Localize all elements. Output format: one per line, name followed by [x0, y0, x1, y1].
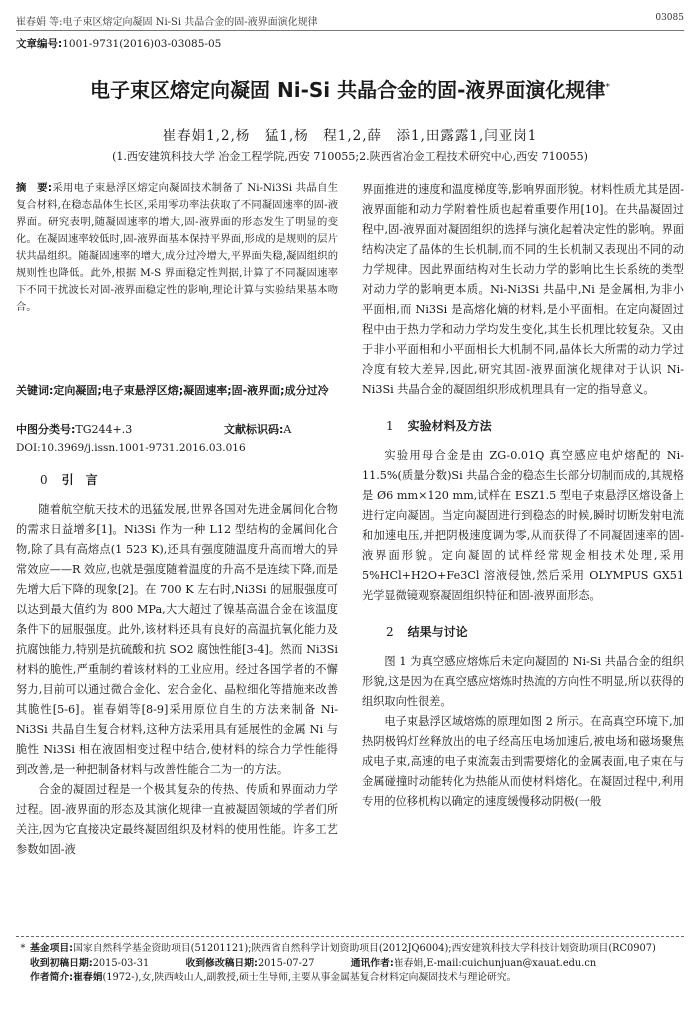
section-title: 引 言: [61, 473, 98, 487]
section-number: 2: [386, 625, 394, 639]
revised-label: 收到修改稿日期:: [185, 957, 258, 969]
revised-date: 2015-07-27: [257, 957, 315, 969]
keywords-text: 定向凝固;电子束悬浮区熔;凝固速率;固-液界面;成分过冷: [53, 384, 329, 397]
received-date: 2015-03-31: [92, 957, 150, 969]
doi: DOI:10.3969/j.issn.1001-9731.2016.03.016: [16, 442, 246, 454]
section-number: 0: [40, 473, 48, 487]
title-text: 电子束区熔定向凝固 Ni-Si 共晶合金的固-液界面演化规律: [90, 78, 606, 102]
section2-paragraph-1: 图 1 为真空感应熔炼后未定向凝固的 Ni-Si 共晶合金的组织形貌,这是因为在真空感应熔炼时热流的方向性不明显,所以获得的组织取向性很差。: [362, 655, 684, 708]
page-number: 03085: [655, 13, 684, 23]
right-paragraph-1: 界面推进的速度和温度梯度等,影响界面形貌。材料性质尤其是固-液界面能和动力学附着性质也起着重要作用[10]。在共晶凝固过程中,固-液界面对凝固组织的选择与演化起着决定性的影响。界面结构决定了晶体的生长机制,而不同的生长机制又表现出不同的动力学规律。因此界面结构对生长动力学的影响比生长系统的类型对动力学的影响更本质。Ni-Ni3Si 共晶中,Ni 是金属相,为非小平面相,而 Ni3Si 是高熔化熵的材料,是小平面相。在定向凝固过程中由于热力学和动力学均发生变化,其生长机理比较复杂。又由于非小平面相和小平面相长大机制不同,晶体长大所需的动力学过冷度有较大差异,因此,研究其固-液界面演化规律对于认识 Ni-Ni3Si 共晶合金的凝固组织形成机理具有一定的指导意义。: [362, 183, 684, 396]
section-heading-2: [362, 622, 684, 642]
clc-label: 中图分类号:: [16, 423, 76, 436]
section2-paragraph-2: 电子束悬浮区域熔炼的原理如图 2 所示。在高真空环境下,加热阴极钨灯丝释放出的电子经高压电场加速后,被电场和磁场聚焦成电子束,高速的电子束流轰击到需要熔化的金属表面,电子束在与金属碰撞时动能转化为热能从而使材料熔化。在凝固过程中,利用专用的位移机构以确定的速度缓慢移动阴极(一般: [362, 715, 684, 808]
abstract: [16, 180, 338, 316]
corresponding-label: 通讯作者:: [350, 957, 394, 969]
section-title: 实验材料及方法: [407, 419, 492, 433]
running-head-text: 崔春娟 等:电子束区熔定向凝固 Ni-Si 共晶合金的固-液界面演化规律: [16, 17, 318, 28]
bio-line: [16, 971, 684, 986]
article-number-value: 1001-9731(2016)03-03085-05: [62, 38, 222, 50]
doc-code-label: 文献标识码:: [224, 423, 284, 436]
footnote-star: *: [20, 943, 26, 954]
title-footnote-mark: *: [605, 82, 610, 93]
doc-code-value: A: [283, 423, 292, 436]
left-column: [16, 470, 338, 860]
right-column: [362, 180, 684, 812]
corresponding-author: 崔春娟,E-mail:cuichunjuan@xauat.edu.cn: [393, 957, 597, 969]
paper-title: [0, 74, 700, 103]
fund-text: 国家自然科学基金资助项目(51201121);陕西省自然科学计划资助项目(2012JQ6004);西安建筑科技大学科技计划资助项目(RC0907): [73, 943, 656, 954]
article-number: [16, 36, 221, 51]
section-heading-1: [362, 416, 684, 436]
keywords: [16, 382, 338, 400]
article-number-label: 文章编号:: [16, 38, 63, 50]
bio-text: (1972-),女,陕西岐山人,副教授,硕士生导师,主要从事金属基复合材料定向凝固技术与理论研究。: [102, 972, 517, 983]
bio-name: 崔春娟: [73, 972, 103, 983]
keywords-label: 关键词:: [16, 384, 54, 397]
section-heading-intro: [16, 470, 338, 490]
section1-paragraph-1: 实验用母合金是由 ZG-0.01Q 真空感应电炉熔配的 Ni-11.5%(质量分数)Si 共晶合金的稳态生长部分切制而成的,其规格是 Ø6 mm×120 mm,试样在 ESZ1.5 型电子束悬浮区熔设备上进行定向凝固。当定向凝固进行到稳态的时候,瞬时切断发射电流和加速电压,并把阴极速度调为零,从而获得了不同凝固速率的固-液界面形貌。定向凝固的试样经常规金相技术处理,采用 5%HCl+H2O+Fe3Cl 溶液侵蚀,然后采用 OLYMPUS GX51 光学显微镜观察凝固组织特征和固-液界面形态。: [362, 449, 684, 602]
abstract-label: 摘 要:: [16, 182, 52, 194]
dates-line: [16, 957, 684, 972]
author-list: 崔春娟1,2,杨 猛1,杨 程1,2,薛 添1,田露露1,闫亚岗1: [162, 128, 538, 144]
intro-paragraph-2: 合金的凝固过程是一个极其复杂的传热、传质和界面动力学过程。固-液界面的形态及其演化规律一直被凝固领域的学者们所关注,因为它直接决定最终凝固组织及材料的使用性能。许多工艺参数如固-液: [16, 783, 338, 856]
clc-value: TG244+.3: [75, 423, 133, 436]
running-header: [16, 10, 684, 31]
affiliations: (1.西安建筑科技大学 冶金工程学院,西安 710055;2.陕西省冶金工程技术研究中心,西安 710055): [112, 150, 588, 163]
footnotes: [16, 942, 684, 986]
classification: [16, 421, 338, 439]
received-label: 收到初稿日期:: [30, 957, 93, 969]
section-number: 1: [386, 419, 394, 433]
intro-paragraph-1: 随着航空航天技术的迅猛发展,世界各国对先进金属间化合物的需求日益增多[1]。Ni3Si 作为一种 L12 型结构的金属间化合物,除了具有高熔点(1 523 K),还具有强度随温度升高而增大的异常效应——R 效应,也就是强度随着温度的升高不是连续下降,而是先增大后下降的现象[2]。在 700 K 左右时,Ni3Si 的屈服强度可以达到最大值约为 800 MPa,大大超过了镍基高温合金在该温度条件下的屈服强度。此外,该材料还具有良好的高温抗氧化能力及抗腐蚀能力,特别是抗硫酸和抗 SO2 腐蚀性能[3-4]。然而 Ni3Si 材料的脆性,严重制约着该材料的工业应用。经过各国学者的不懈努力,目前可以通过微合金化、宏合金化、晶粒细化等措施来改善其脆性[5-6]。崔春娟等[8-9]采用原位自生的方法来制备 Ni-Ni3Si 共晶自生复合材料,这种方法采用具有延展性的金属 Ni 与脆性 Ni3Si 相在液固相变过程中结合,使材料的综合力学性能得到改善,是一种把制备材料与改善性能合二为一的方法。: [16, 503, 338, 776]
fund-line: [16, 942, 684, 957]
footnote-divider: [16, 936, 684, 937]
bio-label: 作者简介:: [30, 972, 74, 983]
abstract-text: 采用电子束悬浮区熔定向凝固技术制备了 Ni-Ni3Si 共晶自生复合材料,在稳态晶体生长区,采用零功率法获取了不同凝固速率的固-液界面。研究表明,随凝固速率的增大,固-液界面的形态发生了明显的变化。在凝固速率较低时,固-液界面基本保持平界面,形成的是规则的层片状共晶组织。随凝固速率的增大,成分过冷增大,平界面失稳,凝固组织的规则性也降低。此外,根据 M-S 界面稳定性判据,计算了不同凝固速率下不同干扰波长对固-液界面稳定性的影响,理论计算与实验结果基本吻合。: [16, 182, 338, 313]
section-title: 结果与讨论: [407, 625, 468, 639]
fund-label: 基金项目:: [30, 943, 74, 954]
